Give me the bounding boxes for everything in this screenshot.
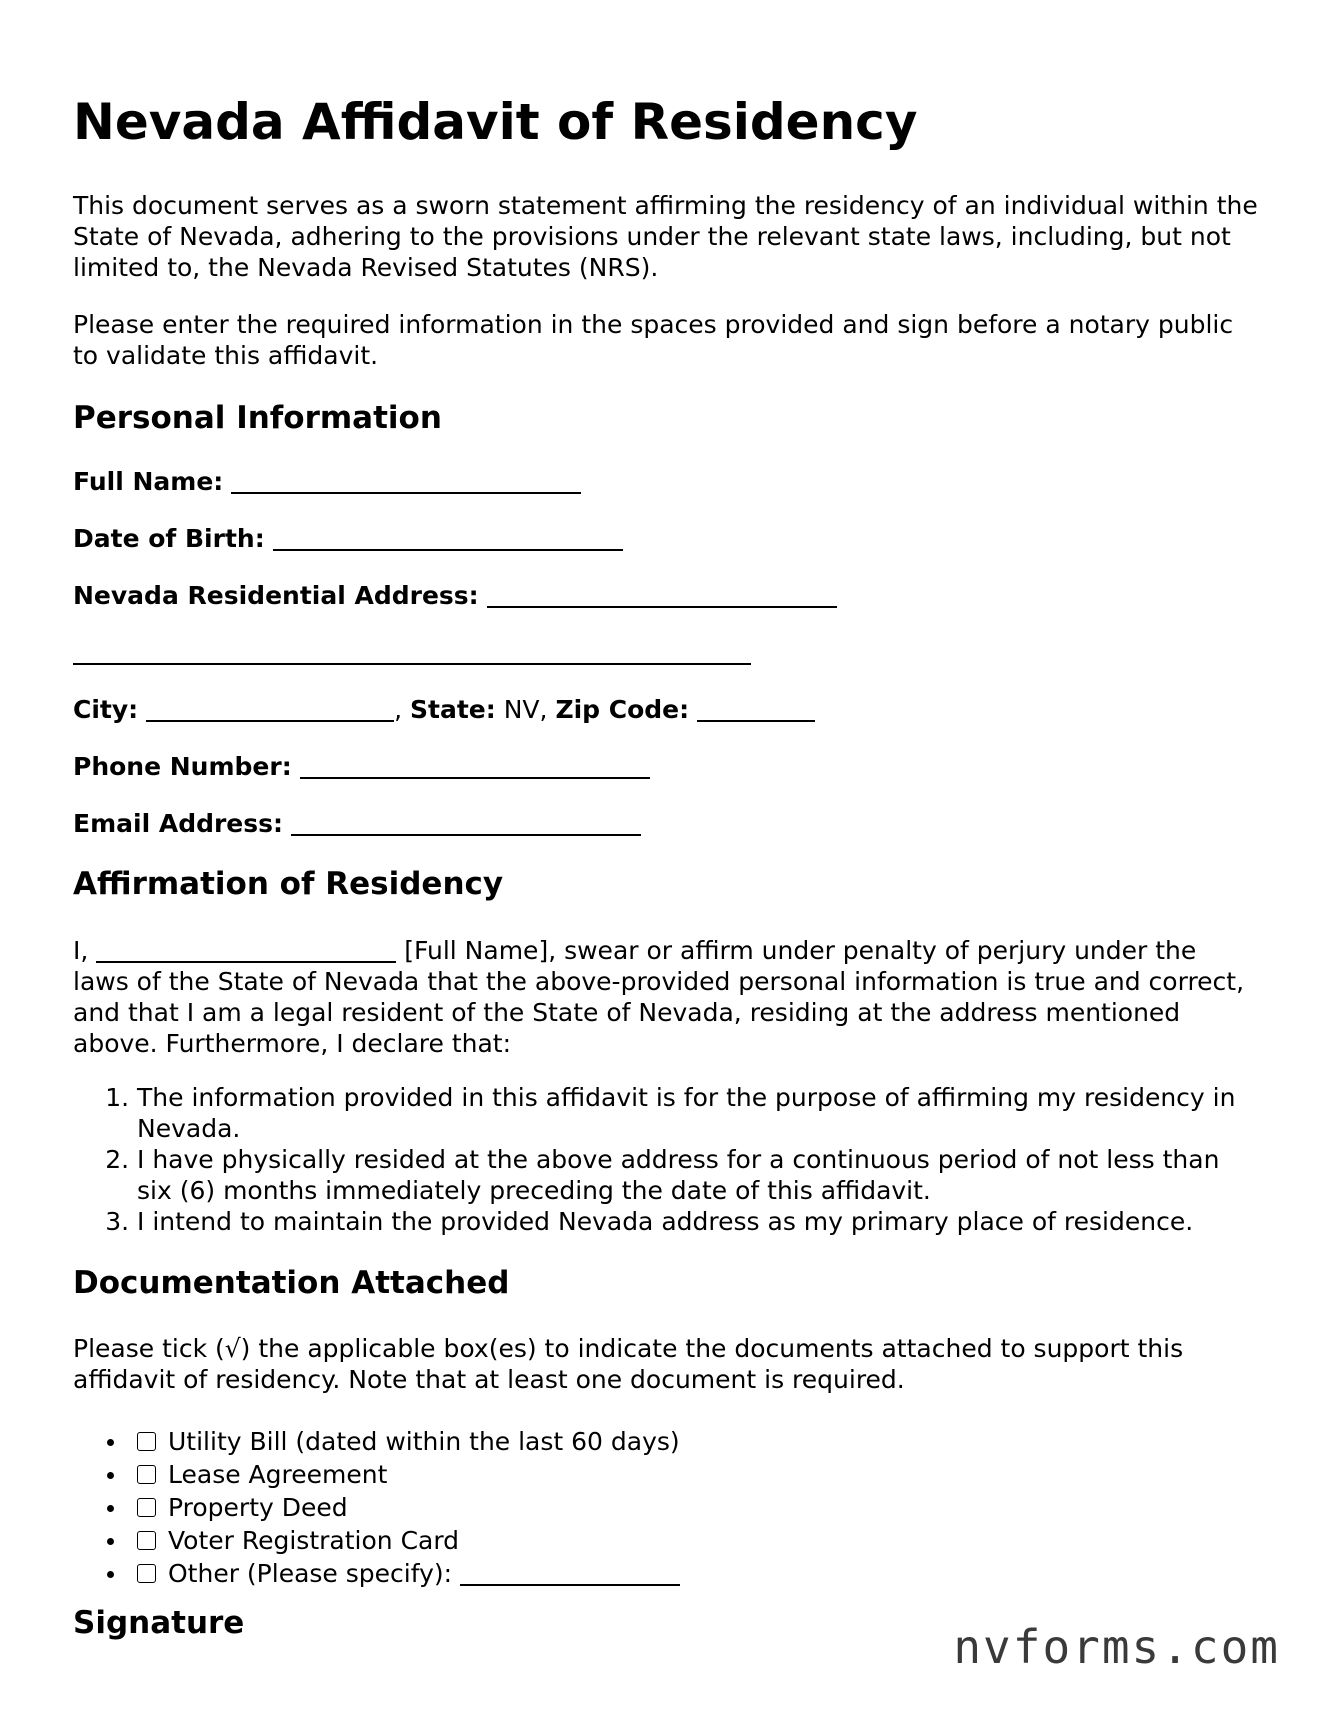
documentation-item-other	[137, 1557, 680, 1590]
address-line-2-blank[interactable]	[73, 639, 751, 665]
declaration-item: 2. I have physically resided at the above address for a continuous period of not less than six (6) months immediately preceding the date of this affidavit.	[137, 1144, 1258, 1206]
city-blank[interactable]	[146, 696, 394, 722]
email-address-label: Email Address:	[73, 809, 284, 838]
checkbox[interactable]	[137, 1432, 156, 1451]
email-address-field	[73, 808, 641, 839]
address-blank[interactable]	[487, 582, 837, 608]
checkbox[interactable]	[137, 1465, 156, 1484]
declaration-list	[73, 1082, 1258, 1237]
full-name-blank[interactable]	[231, 468, 581, 494]
instructions-paragraph: Please enter the required information in the spaces provided and sign before a notary public to validate this affidavit.	[73, 310, 1234, 370]
address-label: Nevada Residential Address:	[73, 581, 479, 610]
address-line-2-field	[73, 637, 751, 668]
state-value: NV	[503, 695, 540, 724]
date-of-birth-field	[73, 523, 623, 554]
affirmation-heading: Affirmation of Residency	[73, 866, 504, 902]
phone-number-blank[interactable]	[300, 753, 650, 779]
email-address-blank[interactable]	[291, 810, 641, 836]
documentation-instructions: Please tick (√) the applicable box(es) to indicate the documents attached to support this affidavit of residency. Note that at least one document is required.	[73, 1334, 1184, 1394]
signature-heading: Signature	[73, 1605, 245, 1641]
documentation-item-utility-bill	[137, 1425, 680, 1458]
checkbox[interactable]	[137, 1531, 156, 1550]
date-of-birth-blank[interactable]	[273, 525, 623, 551]
documentation-item-label: Lease Agreement	[168, 1460, 388, 1489]
full-name-label: Full Name:	[73, 467, 224, 496]
intro-paragraph: This document serves as a sworn statement affirming the residency of an individual within the State of Nevada, adhering to the provisions under the relevant state laws, including, but not limited to, the Nevada Revised Statutes (NRS).	[73, 191, 1258, 282]
documentation-item-label: Property Deed	[168, 1493, 348, 1522]
checkbox[interactable]	[137, 1498, 156, 1517]
documentation-item-lease-agreement	[137, 1458, 680, 1491]
phone-number-field	[73, 751, 650, 782]
checkbox[interactable]	[137, 1564, 156, 1583]
affirmation-lead: I,	[73, 936, 89, 965]
documentation-item-voter-registration	[137, 1524, 680, 1557]
declaration-item: 3. I intend to maintain the provided Nevada address as my primary place of residence.	[137, 1206, 1258, 1237]
phone-number-label: Phone Number:	[73, 752, 292, 781]
personal-information-heading: Personal Information	[73, 400, 442, 436]
documentation-item-label: Voter Registration Card	[168, 1526, 460, 1555]
documentation-item-label: Other (Please specify):	[168, 1559, 453, 1588]
affirmation-body: [Full Name], swear or affirm under penalty of perjury under the laws of the State of Nevada that the above-provided personal information is true and correct, and that I am a legal resident of the State of Nevada, residing at the address mentioned above. Furthermore, I declare that:	[73, 936, 1245, 1058]
documentation-heading: Documentation Attached	[73, 1265, 510, 1301]
other-specify-blank[interactable]	[460, 1560, 680, 1586]
documentation-list	[73, 1425, 680, 1590]
date-of-birth-label: Date of Birth:	[73, 524, 265, 553]
zip-code-label: Zip Code:	[555, 695, 690, 724]
city-state-zip-field: City: , State: NV, Zip Code:	[73, 694, 815, 725]
city-label: City:	[73, 695, 139, 724]
affirmation-name-blank[interactable]	[96, 937, 396, 963]
affirmation-paragraph	[73, 935, 1258, 1059]
zip-code-blank[interactable]	[697, 696, 815, 722]
address-field	[73, 580, 837, 611]
watermark: nvforms.com	[953, 1620, 1280, 1674]
documentation-item-property-deed	[137, 1491, 680, 1524]
page-title: Nevada Affidavit of Residency	[73, 93, 918, 151]
full-name-field	[73, 466, 581, 497]
state-label: State:	[410, 695, 496, 724]
documentation-item-label: Utility Bill (dated within the last 60 days)	[168, 1427, 680, 1456]
declaration-item: 1. The information provided in this affidavit is for the purpose of affirming my residency in Nevada.	[137, 1082, 1258, 1144]
